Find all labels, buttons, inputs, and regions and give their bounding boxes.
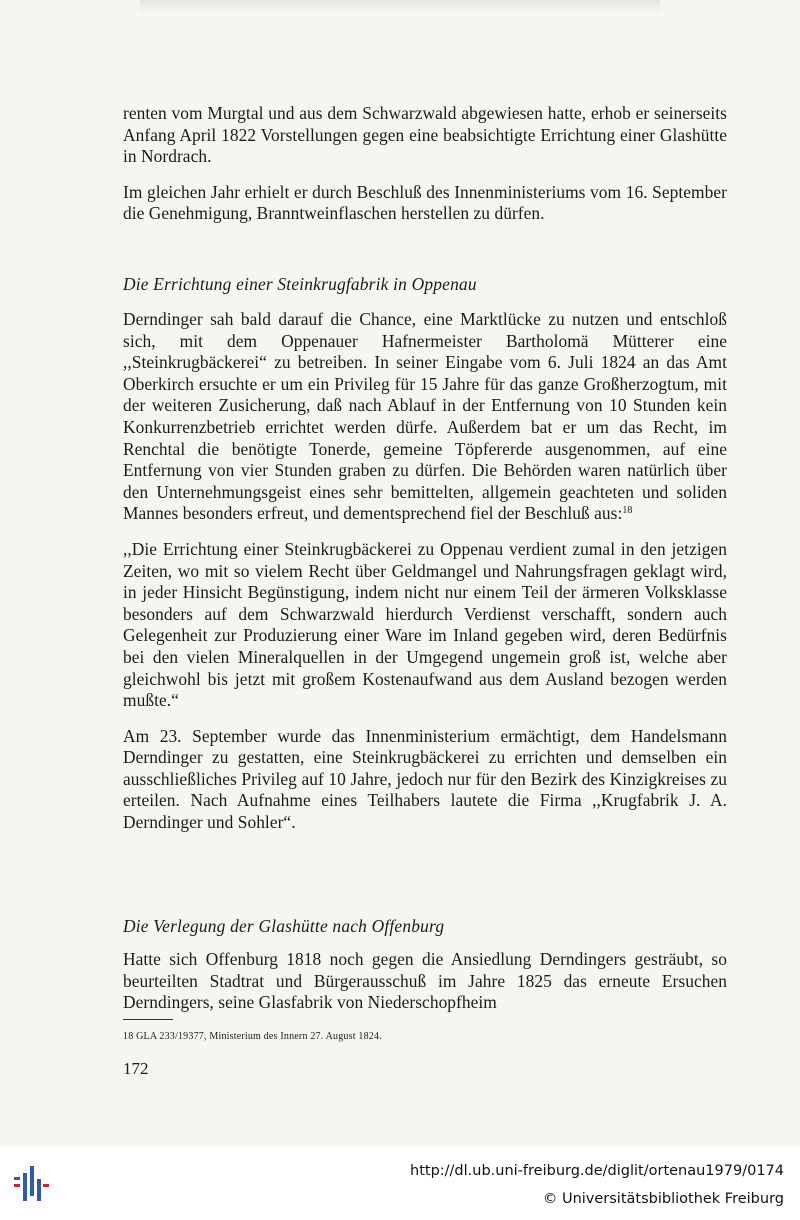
paragraph [123, 309, 727, 525]
ub-freiburg-logo-icon [11, 1164, 51, 1204]
section-heading: Die Verlegung der Glashütte nach Offenburg [123, 916, 445, 936]
paragraph: Hatte sich Offenburg 1818 noch gegen die Ansiedlung Derndingers gesträubt, so beurteilten Stadtrat und Bürgerausschuß im Jahre 1825 das erneute Ersuchen Derndingers, seine Glasfabrik von Niederschopfheim [123, 949, 727, 1013]
footnote-rule [123, 1019, 173, 1020]
paragraph-text: Derndinger sah bald darauf die Chance, eine Marktlücke zu nutzen und entschloß sich, mit dem Oppenauer Hafnermeister Bartholomä Mütterer eine ,,Steinkrugbäckerei“ zu betreiben. In seiner Eingabe vom 6. Juli 1824 an das Amt Oberkirch ersuchte er um ein Privileg für 15 Jahre für das ganze Großherzogtum, mit der weiteren Zusicherung, daß nach Ablauf in der Entfernung von 10 Stunden kein Konkurrenzbetrieb errichtet werden dürfe. Außerdem bat er um das Recht, im Renchtal die benötigte Tonerde, gemeine Töpfererde ausgenommen, auf eine Entfernung von vier Stunden graben zu dürfen. Die Behörden waren natürlich über den Unternehmungsgeist eines sehr bemittelten, allgemein geachteten und soliden Mannes besonders erfreut, und dementsprechend fiel der Beschluß aus: [123, 309, 727, 524]
section-body [123, 949, 727, 1014]
library-footer [0, 1147, 800, 1220]
quotation-paragraph: ,,Die Errichtung einer Steinkrugbäckerei zu Oppenau verdient zumal in den jetzigen Zeiten, wo mit so vielem Recht über Geldmangel und Nahrungsfragen geklagt wird, in jeder Hinsicht Begünstigung, indem nicht nur einem Teil der ärmeren Volksklasse besonders auf dem Schwarzwald hierdurch Verdienst verschafft, sondern auch Gelegenheit zur Produzierung einer Ware im Inland gegeben wird, deren Bedürfnis bei den vielen Mineralquellen in der Umgegend ungemein groß ist, welche aber gleichwohl bis jetzt mit großem Kostenaufwand aus dem Ausland bezogen werden mußte.“ [123, 538, 727, 711]
section-heading: Die Errichtung einer Steinkrugfabrik in Oppenau [123, 274, 477, 294]
bleed-through-shadow [140, 0, 660, 14]
page-number: 172 [123, 1059, 149, 1078]
section-body [123, 309, 727, 834]
paragraph: Am 23. September wurde das Innenministerium ermächtigt, dem Handelsmann Derndinger zu gestatten, eine Steinkrugbäckerei zu errichten und demselben ein ausschließliches Privileg auf 10 Jahre, jedoch nur für den Bezirk des Kinzigkreises zu erteilen. Nach Aufnahme eines Teilhabers lautete die Firma ,,Krugfabrik J. A. Derndinger und Sohler“. [123, 725, 727, 833]
footnote-ref: 18 [622, 505, 633, 517]
paragraph: renten vom Murgtal und aus dem Schwarzwald abgewiesen hatte, erhob er seinerseits Anfang April 1822 Vorstellungen gegen eine beabsichtigte Errichtung einer Glashütte in Nordrach. [123, 103, 727, 167]
paragraph: Im gleichen Jahr erhielt er durch Beschluß des Innenministeriums vom 16. September die Genehmigung, Branntweinflaschen herstellen zu dürfen. [123, 181, 727, 224]
footnote: 18 GLA 233/19377, Ministerium des Innern 27. August 1824. [123, 1031, 382, 1042]
source-url-link[interactable]: http://dl.ub.uni-freiburg.de/diglit/ortenau1979/0174 [410, 1163, 784, 1179]
copyright-notice: © Universitätsbibliothek Freiburg [542, 1191, 784, 1207]
opening-paragraphs [123, 103, 727, 225]
